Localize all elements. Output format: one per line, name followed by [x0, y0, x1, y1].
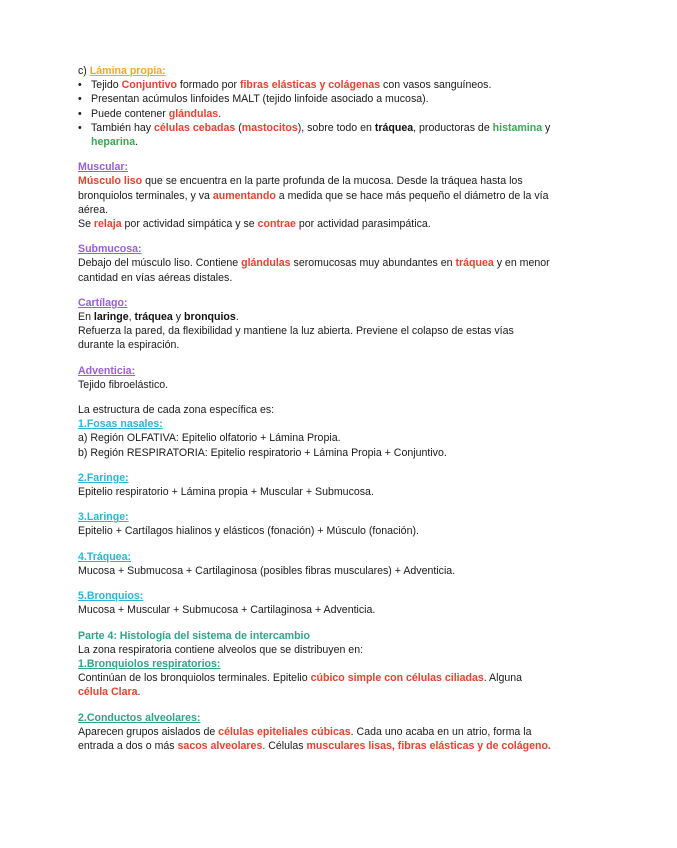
fosas-heading: 1.Fosas nasales:: [78, 418, 163, 431]
text: La estructura de cada zona específica es:: [78, 404, 275, 417]
list-item: [78, 78, 623, 92]
parte4-heading-line: [78, 629, 623, 643]
paragraph-line: [78, 564, 623, 578]
adventicia-heading-line: [78, 364, 623, 378]
bold-term: bronquios: [184, 311, 236, 324]
text: bronquiolos terminales, y va: [78, 189, 213, 202]
text: Presentan acúmulos linfoides MALT (tejido linfoide asociado a mucosa).: [91, 93, 429, 106]
paragraph-line: [78, 524, 623, 538]
text: y: [172, 311, 185, 324]
text: . Cada uno acaba en un atrio, forma la: [350, 725, 532, 738]
bronquiolos-heading-line: [78, 657, 623, 671]
text: (: [235, 121, 242, 134]
highlight: Conjuntivo: [121, 79, 177, 92]
paragraph-line: [78, 189, 623, 203]
cartilago-heading: Cartílago:: [78, 296, 128, 309]
paragraph-line: [78, 324, 623, 338]
text: y: [542, 121, 551, 134]
text: También hay: [91, 121, 155, 134]
paragraph-line: [78, 446, 623, 460]
paragraph-line: [78, 203, 623, 217]
bronquiolos-heading: 1.Bronquiolos respiratorios:: [78, 657, 221, 670]
text: .: [235, 311, 239, 324]
paragraph-line: [78, 725, 623, 739]
bold-term: tráquea: [374, 121, 414, 134]
submucosa-heading: Submucosa:: [78, 243, 142, 256]
list-item: [78, 92, 623, 106]
text: Mucosa + Muscular + Submucosa + Cartilaginosa + Adventicia.: [78, 604, 376, 617]
text: .: [218, 107, 222, 120]
text: Continúan de los bronquiolos terminales. Epitelio: [78, 672, 311, 685]
text: Se: [78, 218, 94, 231]
highlight-green: heparina: [91, 136, 136, 149]
paragraph-line: [78, 431, 623, 445]
text: Puede contener: [91, 107, 169, 120]
text: Refuerza la pared, da flexibilidad y mantiene la luz abierta. Previene el colapso de estas vías: [78, 325, 514, 338]
text: durante la espiración.: [78, 339, 180, 352]
highlight: células cebadas: [154, 121, 236, 134]
traquea-heading: 4.Tráquea:: [78, 550, 131, 563]
paragraph-line: [78, 603, 623, 617]
paragraph-line: [78, 378, 623, 392]
paragraph-line: [78, 643, 623, 657]
muscular-heading: Muscular:: [78, 161, 129, 174]
bullet: •: [78, 121, 82, 134]
highlight: cúbico simple con células ciliadas: [310, 672, 484, 685]
conductos-heading-line: [78, 711, 623, 725]
text: Epitelio + Cartílagos hialinos y elásticos (fonación) + Músculo (fonación).: [78, 525, 419, 538]
highlight: célula Clara: [78, 686, 138, 699]
paragraph-line: [78, 256, 623, 270]
highlight: aumentando: [212, 189, 276, 202]
text: . Alguna: [483, 672, 523, 685]
list-item: [78, 107, 623, 121]
text: b) Región RESPIRATORIA: Epitelio respiratorio + Lámina Propia + Conjuntivo.: [78, 446, 447, 459]
text: . Células: [262, 739, 307, 752]
highlight: fibras elásticas y colágenas: [239, 79, 381, 92]
text: .: [137, 686, 141, 699]
highlight: glándulas: [168, 107, 219, 120]
bold-term: tráquea: [134, 311, 173, 324]
conductos-heading: 2.Conductos alveolares:: [78, 711, 201, 724]
highlight: glándulas: [241, 257, 291, 270]
highlight: relaja: [93, 218, 122, 231]
traquea-heading-line: [78, 550, 623, 564]
paragraph-line: [78, 310, 623, 324]
paragraph-line: [78, 685, 623, 699]
laringe-heading: 3.Laringe:: [78, 511, 129, 524]
paragraph-line: [78, 271, 623, 285]
text: a) Región OLFATIVA: Epitelio olfatorio + Lámina Propia.: [78, 432, 341, 445]
bronquios-heading: 5.Bronquios:: [78, 590, 144, 603]
highlight: musculares lisas, fibras elásticas y de colágeno.: [306, 739, 551, 752]
paragraph-line: [78, 403, 623, 417]
laringe-heading-line: [78, 510, 623, 524]
paragraph-line: [78, 338, 623, 352]
text: cantidad en vías aéreas distales.: [78, 271, 233, 284]
highlight: contrae: [257, 218, 296, 231]
faringe-heading: 2.Faringe:: [78, 471, 129, 484]
text: ,: [128, 311, 135, 324]
highlight: células epiteliales cúbicas: [218, 725, 351, 738]
text: ), sobre todo en: [297, 121, 375, 134]
bullet: •: [78, 79, 82, 92]
list-item: [78, 121, 623, 149]
bullet: •: [78, 107, 82, 120]
text: seromucosas muy abundantes en: [290, 257, 456, 270]
text: Epitelio respiratorio + Lámina propia + Muscular + Submucosa.: [78, 486, 374, 499]
text: que se encuentra en la parte profunda de la mucosa. Desde la tráquea hasta los: [142, 175, 523, 188]
text: .: [135, 136, 139, 149]
text: , productoras de: [413, 121, 493, 134]
text: por actividad simpática y se: [121, 218, 258, 231]
highlight: tráquea: [455, 257, 494, 270]
text: Tejido fibroelástico.: [78, 378, 169, 391]
text: y en menor: [493, 257, 550, 270]
bullet: •: [78, 93, 82, 106]
highlight: sacos alveolares: [177, 739, 263, 752]
fosas-heading-line: [78, 417, 623, 431]
text: En: [78, 311, 94, 324]
faringe-heading-line: [78, 471, 623, 485]
paragraph-line: [78, 174, 623, 188]
highlight: mastocitos: [241, 121, 298, 134]
text: Aparecen grupos aislados de: [78, 725, 219, 738]
paragraph-line: [78, 485, 623, 499]
document-content: [78, 64, 623, 753]
text: Debajo del músculo liso. Contiene: [78, 257, 242, 270]
paragraph-line: [78, 739, 623, 753]
text: La zona respiratoria contiene alveolos que se distribuyen en:: [78, 643, 364, 656]
lamina-heading-line: [78, 64, 623, 78]
text: Tejido: [91, 79, 122, 92]
text: formado por: [176, 79, 240, 92]
paragraph-line: [78, 217, 623, 231]
muscular-heading-line: [78, 160, 623, 174]
highlight: Músculo liso: [78, 175, 143, 188]
parte4-heading: Parte 4: Histología del sistema de intercambio: [78, 629, 310, 642]
text: por actividad parasimpática.: [295, 218, 431, 231]
text: aérea.: [78, 203, 109, 216]
highlight-green: histamina: [492, 121, 543, 134]
text: Mucosa + Submucosa + Cartilaginosa (posibles fibras musculares) + Adventicia.: [78, 564, 456, 577]
text: con vasos sanguíneos.: [380, 79, 492, 92]
bronquios-heading-line: [78, 589, 623, 603]
bold-term: laringe: [93, 311, 129, 324]
text: a medida que se hace más pequeño el diámetro de la vía: [275, 189, 549, 202]
section-prefix: c): [78, 65, 90, 77]
cartilago-heading-line: [78, 296, 623, 310]
submucosa-heading-line: [78, 242, 623, 256]
paragraph-line: [78, 671, 623, 685]
adventicia-heading: Adventicia:: [78, 364, 136, 377]
text: entrada a dos o más: [78, 739, 178, 752]
lamina-heading: Lámina propia:: [89, 65, 166, 77]
